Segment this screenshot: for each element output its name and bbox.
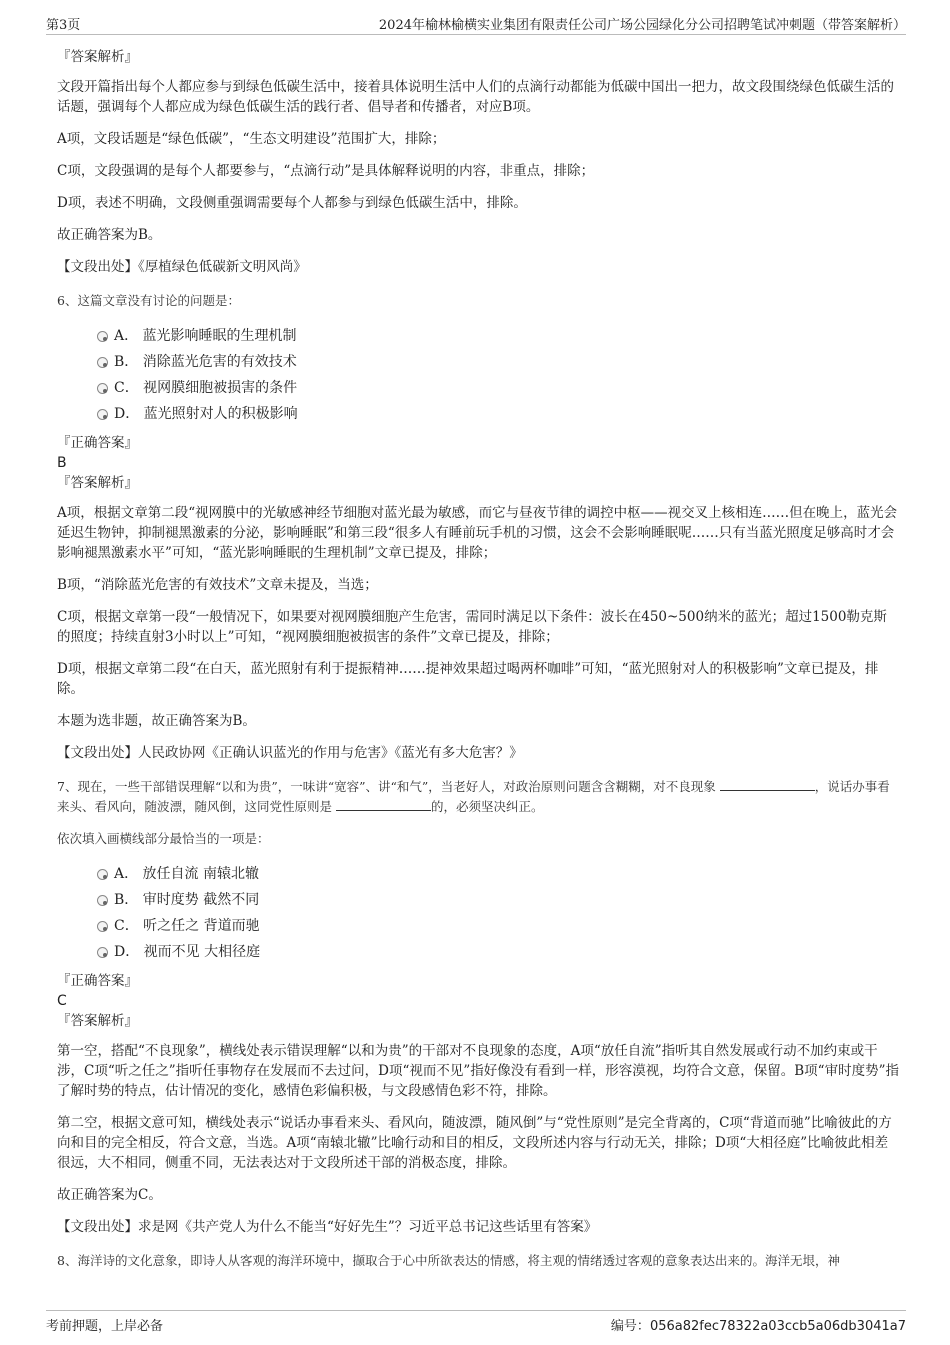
analysis-paragraph: 第二空，根据文意可知，横线处表示“说话办事看来头、看风向，随波漂，随风倒”与“党性原则”是完全背离的，C项“背道而驰”比喻彼此的方向和目的完全相反，符合文意，当选。A项“南辕北辙”比喻行动和目的相反，文段所述内容与行动无关，排除；D项“大相径庭”比喻彼此相差很远，大不相同，侧重不同，无法表达对于文段所述干部的消极态度，排除。 bbox=[57, 1115, 892, 1171]
question-6 bbox=[57, 291, 899, 763]
source-citation: 【文段出处】人民政协网《正确认识蓝光的作用与危害》《蓝光有多大危害？》 bbox=[57, 745, 523, 761]
analysis-paragraph: A项，文段话题是“绿色低碳”，“生态文明建设”范围扩大，排除； bbox=[57, 131, 446, 147]
radio-icon[interactable] bbox=[97, 409, 108, 420]
analysis-paragraph: 第一空，搭配“不良现象”，横线处表示错误理解“以和为贵”的干部对不良现象的态度，A项“放任自流”指听其自然发展或行动不加约束或干涉，C项“听之任之”指听任事物存在发展而不去过问，D项“视而不见”指好像没有看到一样，形容漠视，均符合文意，保留。B项“审时度势”指了解时势的特点，估计情况的变化，感情色彩偏积极，与文段感情色彩不符，排除。 bbox=[57, 1043, 899, 1099]
radio-icon[interactable] bbox=[97, 895, 108, 906]
correct-answer: B bbox=[57, 455, 67, 471]
radio-icon[interactable] bbox=[97, 331, 108, 342]
analysis-paragraph: D项，表述不明确，文段侧重强调需要每个人都参与到绿色低碳生活中，排除。 bbox=[57, 195, 527, 211]
option-label: C． 视网膜细胞被损害的条件 bbox=[114, 380, 298, 396]
option-a[interactable] bbox=[57, 861, 899, 887]
option-c[interactable] bbox=[57, 913, 899, 939]
analysis-paragraph: D项，根据文章第二段“在白天，蓝光照射有利于提振精神……提神效果超过喝两杯咖啡”可知，“蓝光照射对人的积极影响”文章已提及，排除。 bbox=[57, 661, 879, 697]
question-text: 6、这篇文章没有讨论的问题是： bbox=[57, 293, 240, 308]
correct-answer: C bbox=[57, 993, 67, 1009]
option-label: A． 放任自流 南辕北辙 bbox=[114, 866, 260, 882]
question-text bbox=[57, 777, 899, 817]
analysis-paragraph: A项，根据文章第二段“视网膜中的光敏感神经节细胞对蓝光最为敏感，而它与昼夜节律的调控中枢——视交叉上核相连……但在晚上，蓝光会延迟生物钟，抑制褪黑激素的分泌，影响睡眠”和第三段“很多人有睡前玩手机的习惯，这会不会影响睡眠呢……只有当蓝光照度足够高时才会影响褪黑激素水平”可知，“蓝光影响睡眠的生理机制”文章已提及，排除； bbox=[57, 505, 898, 561]
analysis-paragraph: B项，“消除蓝光危害的有效技术”文章未提及，当选； bbox=[57, 577, 378, 593]
analysis-conclusion: 故正确答案为C。 bbox=[57, 1187, 162, 1203]
analysis-tag: 『答案解析』 bbox=[57, 475, 138, 491]
question-prompt: 依次填入画横线部分最恰当的一项是： bbox=[57, 831, 270, 846]
question-text: 8、海洋诗的文化意象，即诗人从客观的海洋环境中，撷取合于心中所欲表达的情感，将主观的情绪透过客观的意象表达出来的。海洋无垠，神 bbox=[57, 1253, 840, 1268]
radio-icon[interactable] bbox=[97, 921, 108, 932]
analysis-conclusion: 故正确答案为B。 bbox=[57, 227, 162, 243]
option-d[interactable] bbox=[57, 401, 899, 427]
source-citation: 【文段出处】《厚植绿色低碳新文明风尚》 bbox=[57, 259, 307, 275]
source-citation: 【文段出处】求是网《共产党人为什么不能当“好好先生”？习近平总书记这些话里有答案》 bbox=[57, 1219, 598, 1235]
analysis-conclusion: 本题为选非题，故正确答案为B。 bbox=[57, 713, 256, 729]
fill-blank-1 bbox=[720, 778, 815, 791]
page-footer bbox=[46, 1310, 906, 1335]
analysis-tag: 『答案解析』 bbox=[57, 49, 138, 65]
question-8 bbox=[57, 1251, 899, 1271]
document-id-code: 056a82fec78322a03ccb5a06db3041a7 bbox=[649, 1319, 906, 1334]
analysis-tag: 『答案解析』 bbox=[57, 1013, 138, 1029]
option-label: B． 消除蓝光危害的有效技术 bbox=[114, 354, 297, 370]
document-id-label: 编号： bbox=[610, 1319, 650, 1334]
analysis-paragraph: C项，根据文章第一段“一般情况下，如果要对视网膜细胞产生危害，需同时满足以下条件：波长在450~500纳米的蓝光；超过1500勒克斯的照度；持续直射3小时以上”可知，“视网膜细胞被损害的条件”文章已提及，排除； bbox=[57, 609, 887, 645]
question-part: ，说话办事看来头、看风向，随波漂，随风倒，这同党性原则是 bbox=[57, 779, 890, 814]
radio-icon[interactable] bbox=[97, 383, 108, 394]
question-part: 的，必须坚决纠正。 bbox=[431, 799, 544, 814]
option-label: C． 听之任之 背道而驰 bbox=[114, 918, 260, 934]
document-id bbox=[611, 1315, 906, 1334]
radio-icon[interactable] bbox=[97, 357, 108, 368]
answer-tag: 『正确答案』 bbox=[57, 435, 138, 451]
radio-icon[interactable] bbox=[97, 869, 108, 880]
analysis-paragraph: C项，文段强调的是每个人都要参与，“点滴行动”是具体解释说明的内容，非重点，排除； bbox=[57, 163, 595, 179]
option-label: A． 蓝光影响睡眠的生理机制 bbox=[114, 328, 297, 344]
page-number: 第3页 bbox=[46, 18, 81, 33]
radio-icon[interactable] bbox=[97, 947, 108, 958]
option-label: B． 审时度势 截然不同 bbox=[114, 892, 260, 908]
question-7 bbox=[57, 777, 899, 1237]
option-label: D． 视而不见 大相径庭 bbox=[114, 944, 261, 960]
option-a[interactable] bbox=[57, 323, 899, 349]
q5-analysis bbox=[57, 47, 899, 277]
options-list bbox=[57, 861, 899, 965]
answer-tag: 『正确答案』 bbox=[57, 973, 138, 989]
analysis-paragraph: 文段开篇指出每个人都应参与到绿色低碳生活中，接着具体说明生活中人们的点滴行动都能为低碳中国出一把力，故文段围绕绿色低碳生活的话题，强调每个人都应成为绿色低碳生活的践行者、倡导者和传播者，对应B项。 bbox=[57, 79, 894, 115]
option-b[interactable] bbox=[57, 887, 899, 913]
page-header bbox=[46, 14, 906, 35]
options-list bbox=[57, 323, 899, 427]
fill-blank-2 bbox=[336, 798, 431, 811]
option-b[interactable] bbox=[57, 349, 899, 375]
document-body bbox=[57, 47, 899, 1283]
option-c[interactable] bbox=[57, 375, 899, 401]
option-label: D． 蓝光照射对人的积极影响 bbox=[114, 406, 298, 422]
document-title: 2024年榆林榆横实业集团有限责任公司广场公园绿化分公司招聘笔试冲刺题（带答案解析） bbox=[378, 18, 906, 33]
option-d[interactable] bbox=[57, 939, 899, 965]
footer-slogan: 考前押题，上岸必备 bbox=[46, 1319, 164, 1334]
question-part: 7、现在，一些干部错误理解“以和为贵”，一味讲“宽容”、讲“和气”，当老好人，对政治原则问题含含糊糊，对不良现象 bbox=[57, 779, 716, 794]
